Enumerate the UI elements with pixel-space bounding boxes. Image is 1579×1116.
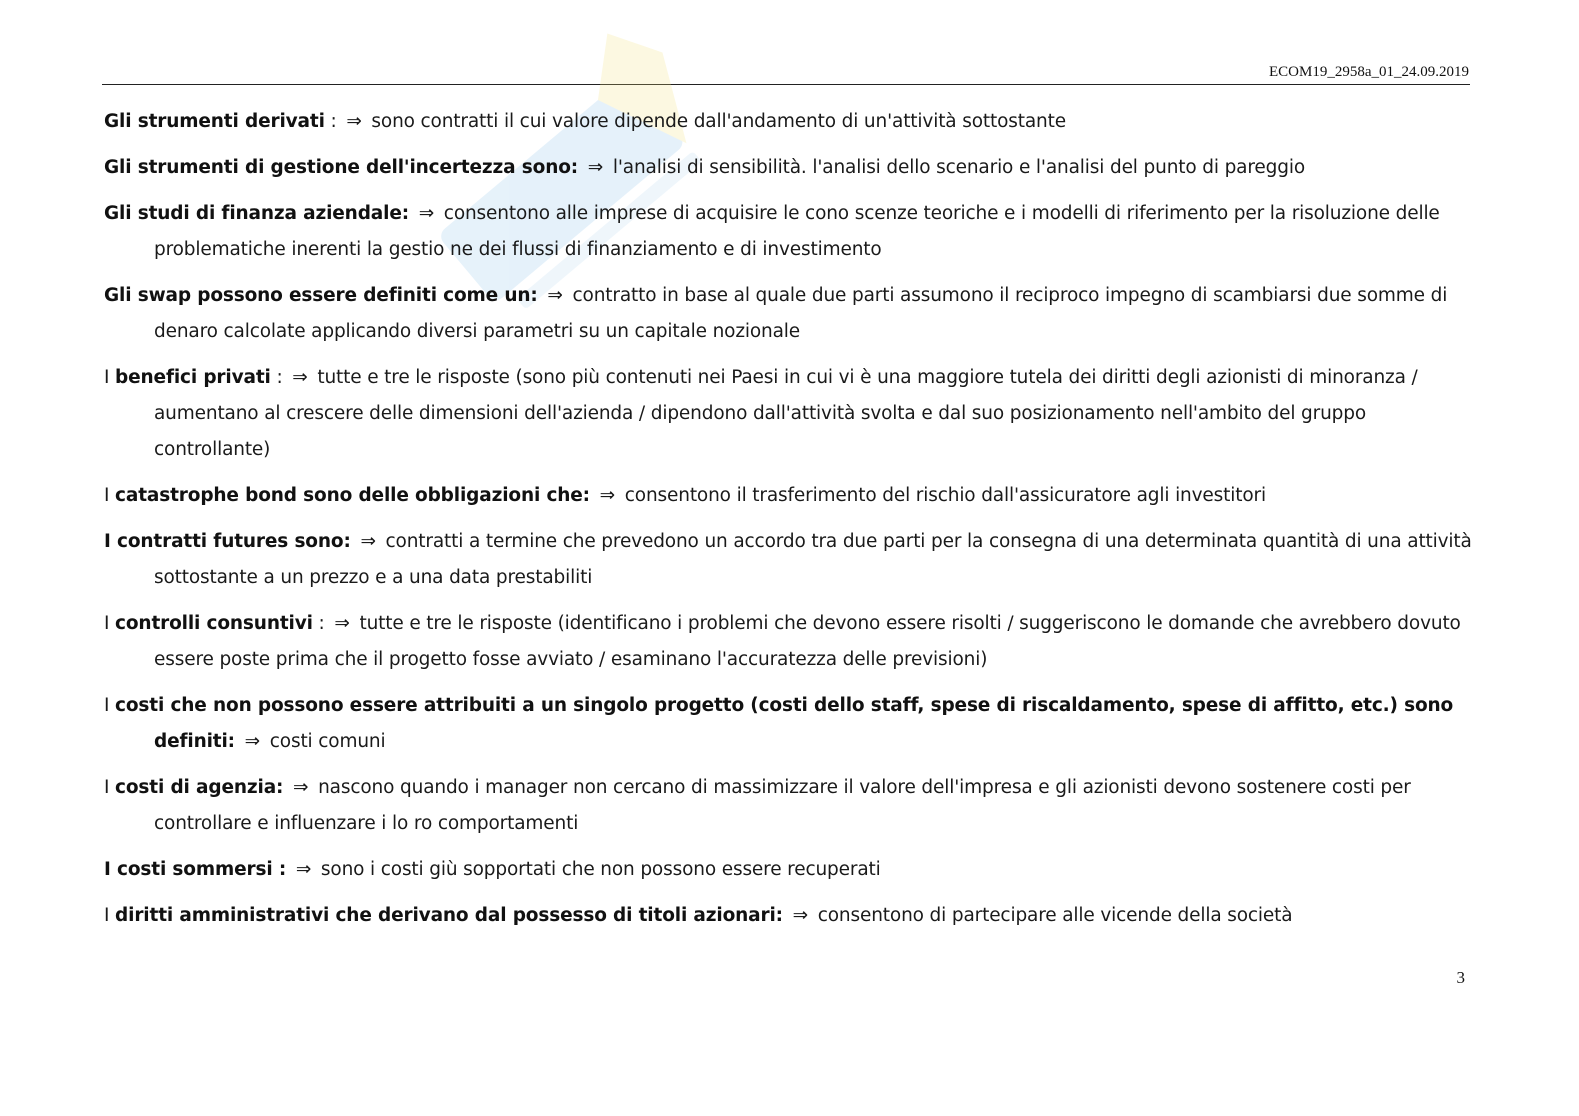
entry-term: Gli strumenti di gestione dell'incertezza sono:	[104, 157, 579, 178]
arrow-icon: ⇒	[360, 531, 376, 552]
arrow-icon: ⇒	[293, 777, 309, 798]
glossary-entry: Gli strumenti derivati : ⇒ sono contratti il cui valore dipende dall'andamento di un'attività sottostante	[104, 111, 1066, 132]
arrow-icon: ⇒	[292, 367, 308, 388]
glossary-entry	[104, 524, 1474, 596]
entry-definition: contratto in base al quale due parti assumono il reciproco impegno di scambiarsi due somme di denaro calcolate applicando diversi parametri su un capitale nozionale	[154, 285, 1448, 342]
arrow-icon: ⇒	[295, 859, 312, 880]
entry-definition: nascono quando i manager non cercano di massimizzare il valore dell'impresa e gli azionisti devono sostenere costi per controllare e influenzare i lo ro comportamenti	[154, 777, 1411, 834]
entry-definition: tutte e tre le risposte (identificano i problemi che devono essere risolti / suggeriscono le domande che avrebbero dovuto essere poste prima che il progetto fosse avviato / esaminano l'accuratezza delle previsioni)	[154, 613, 1461, 670]
arrow-icon: ⇒	[244, 731, 261, 752]
entry-definition: consentono di partecipare alle vicende della società	[817, 905, 1293, 926]
entry-term: Gli studi di finanza aziendale:	[104, 203, 409, 224]
entry-definition: consentono alle imprese di acquisire le cono scenze teoriche e i modelli di riferimento per la risoluzione delle problematiche inerenti la gestio ne dei flussi di finanziamento e di investimento	[154, 203, 1440, 260]
entry-term: Gli swap possono essere definiti come un:	[104, 285, 538, 306]
entry-term: costi di agenzia:	[115, 777, 284, 798]
entry-term: controlli consuntivi	[115, 613, 313, 634]
header-divider	[102, 84, 1470, 85]
glossary-entry: I diritti amministrativi che derivano dal possesso di titoli azionari: ⇒ consentono di partecipare alle vicende della società	[104, 905, 1293, 926]
entry-term: costi che non possono essere attribuiti a un singolo progetto (costi dello staff, spese di riscaldamento, spese di affitto, etc.) sono definiti:	[115, 695, 1454, 752]
arrow-icon: ⇒	[334, 613, 350, 634]
glossary-entry: I catastrophe bond sono delle obbligazioni che: ⇒ consentono il trasferimento del rischio dall'assicuratore agli investitori	[104, 485, 1266, 506]
entry-definition: consentono il trasferimento del rischio dall'assicuratore agli investitori	[624, 485, 1266, 506]
entry-term: I costi sommersi :	[104, 859, 287, 880]
document-code: ECOM19_2958a_01_24.09.2019	[1269, 64, 1469, 80]
arrow-icon: ⇒	[346, 111, 362, 132]
page-number: 3	[1456, 968, 1465, 987]
glossary-entry	[104, 196, 1474, 268]
entry-definition: l'analisi di sensibilità. l'analisi dello scenario e l'analisi del punto di pareggio	[612, 157, 1305, 178]
glossary-entry: I controlli consuntivi : ⇒ tutte e tre le risposte (identificano i problemi che devono essere risolti / suggeriscono le domande che avrebbero dovuto essere poste prima che il progetto fosse avviato / esaminano l'accuratezza delle previsioni)	[104, 613, 1461, 670]
glossary-entry	[104, 150, 1474, 186]
arrow-icon: ⇒	[587, 157, 604, 178]
entry-definition: costi comuni	[269, 731, 386, 752]
arrow-icon: ⇒	[418, 203, 435, 224]
arrow-icon: ⇒	[792, 905, 808, 926]
entry-definition: sono contratti il cui valore dipende dall'andamento di un'attività sottostante	[371, 111, 1066, 132]
arrow-icon: ⇒	[547, 285, 563, 306]
entry-term: benefici privati	[115, 367, 271, 388]
entry-definition: tutte e tre le risposte (sono più contenuti nei Paesi in cui vi è una maggiore tutela dei diritti degli azionisti di minoranza / aumentano al crescere delle dimensioni dell'azienda / dipendono dall'attività svolta e dal suo posizionamento nell'ambito del gruppo controllante)	[154, 367, 1418, 460]
entry-term: Gli strumenti derivati	[104, 111, 325, 132]
glossary-entry	[104, 278, 1474, 350]
entry-term: diritti amministrativi che derivano dal possesso di titoli azionari:	[115, 905, 783, 926]
glossary-entry: I costi di agenzia: ⇒ nascono quando i manager non cercano di massimizzare il valore dell'impresa e gli azionisti devono sostenere costi per controllare e influenzare i lo ro comportamenti	[104, 777, 1411, 834]
glossary-content	[104, 104, 1474, 944]
arrow-icon: ⇒	[599, 485, 616, 506]
glossary-entry: I costi che non possono essere attribuiti a un singolo progetto (costi dello staff, spese di riscaldamento, spese di affitto, etc.) sono definiti: ⇒ costi comuni	[104, 695, 1454, 752]
glossary-entry: I benefici privati : ⇒ tutte e tre le risposte (sono più contenuti nei Paesi in cui vi è una maggiore tutela dei diritti degli azionisti di minoranza / aumentano al crescere delle dimensioni dell'azienda / dipendono dall'attività svolta e dal suo posizionamento nell'ambito del gruppo controllante)	[104, 367, 1418, 460]
entry-definition: contratti a termine che prevedono un accordo tra due parti per la consegna di una determinata quantità di una attività sottostante a un prezzo e a una data prestabiliti	[154, 531, 1472, 588]
entry-definition: sono i costi giù sopportati che non possono essere recuperati	[320, 859, 881, 880]
entry-term: I contratti futures sono:	[104, 531, 351, 552]
glossary-entry	[104, 852, 1474, 888]
entry-term: catastrophe bond sono delle obbligazioni che:	[115, 485, 590, 506]
